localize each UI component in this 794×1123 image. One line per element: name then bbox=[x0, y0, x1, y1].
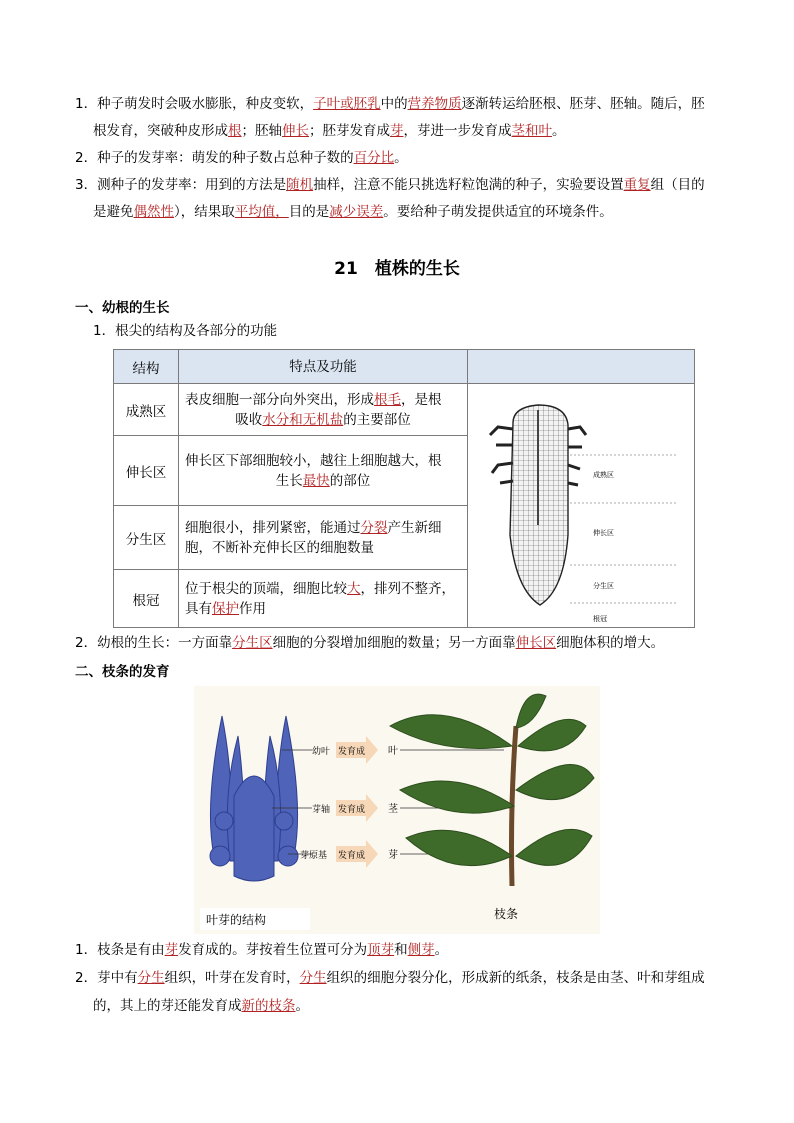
root-label-elongation: 伸长区 bbox=[593, 528, 614, 537]
item-number: 1． bbox=[75, 96, 98, 112]
text-run: ），结果取 bbox=[174, 204, 235, 220]
table-header-features: 特点及功能 bbox=[179, 350, 468, 384]
text-run: 测种子的发芽率：用到的方法是 bbox=[97, 177, 287, 193]
root-label-rootcap: 根冠 bbox=[593, 614, 607, 623]
table-row-name: 根冠 bbox=[114, 570, 179, 628]
text-run: 和 bbox=[394, 942, 408, 958]
intro-item-1-line-2 bbox=[93, 121, 566, 141]
text-run: 组（目的 bbox=[650, 177, 705, 193]
bud-label-young-leaf: 幼叶 bbox=[312, 747, 331, 757]
text-run: 产生新细 bbox=[387, 519, 442, 536]
root-label-meristem: 分生区 bbox=[593, 581, 614, 590]
text-run: 2．芽中有 bbox=[75, 970, 138, 986]
answer-text: 随机 bbox=[286, 177, 314, 193]
bud-label-bud-axis: 芽轴 bbox=[312, 805, 331, 815]
text-run: 的，其上的芽还能发育成 bbox=[93, 998, 242, 1014]
text-run: 种子的发芽率：萌发的种子数占总种子数的 bbox=[97, 150, 354, 166]
answer-text: 新的枝条 bbox=[241, 998, 296, 1014]
answer-text: 根毛 bbox=[374, 391, 401, 408]
text-run: 。要给种子萌发提供适宜的环境条件。 bbox=[383, 204, 613, 220]
text-run: 生长 bbox=[275, 472, 303, 489]
answer-text: 分生 bbox=[299, 970, 327, 986]
answer-text: 顶芽 bbox=[367, 942, 395, 958]
text-run: 细胞体积的增大。 bbox=[556, 635, 665, 651]
root-tip-diagram bbox=[468, 385, 694, 627]
result-label-bud: 芽 bbox=[388, 850, 398, 861]
answer-text: 侧芽 bbox=[407, 942, 435, 958]
answer-text: 芽 bbox=[164, 942, 179, 958]
answer-text: 偶然性 bbox=[133, 204, 174, 220]
text-run: 中的 bbox=[380, 96, 408, 112]
answer-text: 减少误差 bbox=[329, 204, 384, 220]
bud-figure-caption: 叶芽的结构 bbox=[206, 913, 267, 927]
answer-text: 分生区 bbox=[232, 635, 273, 651]
text-run: 位于根尖的顶端，细胞比较 bbox=[185, 580, 347, 597]
answer-text: 最快 bbox=[302, 472, 330, 489]
chapter-title: 21 植株的生长 bbox=[334, 259, 460, 279]
text-run: 作用 bbox=[239, 600, 266, 617]
text-run: ；胚芽发育成 bbox=[309, 123, 390, 139]
table-header-structure: 结构 bbox=[114, 350, 179, 384]
text-run: 1．枝条是有由 bbox=[75, 942, 165, 958]
result-label-stem: 茎 bbox=[388, 804, 398, 815]
text-run: 发育成的。芽按着生位置可分为 bbox=[178, 942, 368, 958]
text-run: 表皮细胞一部分向外突出，形成 bbox=[185, 391, 374, 408]
answer-text: 伸长 bbox=[282, 123, 309, 139]
result-label-leaf: 叶 bbox=[388, 746, 398, 757]
text-run: 。 bbox=[394, 150, 408, 166]
develop-arrow-text: 发育成 bbox=[338, 805, 366, 815]
root-label-mature: 成熟区 bbox=[593, 470, 614, 479]
text-run: ，排列不整齐， bbox=[360, 580, 455, 597]
table-row-desc bbox=[179, 506, 468, 570]
answer-text: 营养物质 bbox=[407, 96, 462, 112]
table-header-image bbox=[468, 350, 695, 384]
text-run: 胞，不断补充伸长区的细胞数量 bbox=[185, 539, 374, 556]
answer-text: 大 bbox=[347, 580, 361, 597]
answer-text: 伸长区 bbox=[515, 635, 557, 651]
text-run: 组织的细胞分裂分化，形成新的纸条，枝条是由茎、叶和芽组成 bbox=[326, 970, 705, 986]
section-1-heading: 一、幼根的生长 bbox=[75, 300, 170, 316]
table-row-name: 伸长区 bbox=[114, 436, 179, 506]
answer-text: 根 bbox=[228, 123, 242, 139]
text-run: 。 bbox=[552, 123, 566, 139]
text-run: ，是根 bbox=[401, 391, 442, 408]
develop-arrow-text: 发育成 bbox=[338, 747, 366, 757]
text-run: ，芽进一步发育成 bbox=[403, 123, 512, 139]
develop-arrow-text: 发育成 bbox=[338, 851, 366, 861]
table-row-name: 分生区 bbox=[114, 506, 179, 570]
text-run: 细胞的分裂增加细胞的数量；另一方面靠 bbox=[272, 635, 516, 651]
item-number: 3． bbox=[75, 177, 98, 193]
section-2-heading: 二、枝条的发育 bbox=[75, 664, 170, 680]
text-run: 逐渐转运给胚根、胚芽、胚轴。随后，胚 bbox=[461, 96, 705, 112]
text-run: 是避免 bbox=[93, 204, 134, 220]
item-number: 2． bbox=[75, 150, 98, 166]
text-run: 伸长区下部细胞较小，越往上细胞越大，根 bbox=[185, 452, 442, 469]
bud-label-primordium: 芽原基 bbox=[300, 851, 328, 861]
intro-item-1-line-1 bbox=[75, 94, 705, 114]
text-run: 。 bbox=[434, 942, 449, 958]
answer-text: 分裂 bbox=[360, 519, 388, 536]
table-row-desc bbox=[179, 570, 468, 628]
answer-text: 重复 bbox=[623, 177, 651, 193]
answer-text: 水分和无机盐 bbox=[262, 411, 344, 428]
root-tip-table bbox=[113, 349, 695, 628]
text-run: 细胞很小，排列紧密，能通过 bbox=[185, 519, 361, 536]
intro-item-3-line-2 bbox=[93, 202, 613, 222]
answer-text: 分生 bbox=[137, 970, 165, 986]
text-run: ；胚轴 bbox=[241, 123, 282, 139]
text-run: 。 bbox=[295, 998, 309, 1014]
intro-item-2 bbox=[75, 148, 408, 168]
section-2-item-2-line-2 bbox=[93, 996, 309, 1016]
section-1-subheading: 1．根尖的结构及各部分的功能 bbox=[93, 323, 278, 339]
text-run: 的部位 bbox=[329, 472, 371, 489]
table-row-name: 成熟区 bbox=[114, 384, 179, 436]
text-run: 的主要部位 bbox=[343, 411, 411, 428]
answer-text: 平均值， bbox=[234, 204, 289, 220]
root-tip-figure-cell bbox=[468, 384, 695, 628]
text-run: 种子萌发时会吸水膨胀，种皮变软， bbox=[97, 96, 314, 112]
section-2-item-1 bbox=[75, 940, 448, 960]
text-run: 根发育，突破种皮形成 bbox=[93, 123, 228, 139]
section-2-item-2-line-1 bbox=[75, 968, 705, 988]
answer-text: 芽 bbox=[390, 123, 404, 139]
table-row-desc bbox=[179, 436, 468, 506]
branch-figure-caption: 枝条 bbox=[494, 907, 519, 921]
table-row-desc bbox=[179, 384, 468, 436]
answer-text: 百分比 bbox=[353, 150, 395, 166]
text-run: 目的是 bbox=[288, 204, 330, 220]
text-run: 2．幼根的生长：一方面靠 bbox=[75, 635, 233, 651]
bud-and-branch-figure bbox=[194, 686, 600, 934]
answer-text: 保护 bbox=[212, 600, 239, 617]
text-run: 吸收 bbox=[235, 411, 263, 428]
answer-text: 子叶或胚乳 bbox=[313, 96, 381, 112]
answer-text: 茎和叶 bbox=[511, 123, 552, 139]
text-run: 组织，叶芽在发育时， bbox=[164, 970, 300, 986]
intro-item-3-line-1 bbox=[75, 175, 705, 195]
text-run: 具有 bbox=[185, 600, 212, 617]
section-1-item-2 bbox=[75, 633, 664, 653]
text-run: 抽样，注意不能只挑选籽粒饱满的种子，实验要设置 bbox=[313, 177, 624, 193]
